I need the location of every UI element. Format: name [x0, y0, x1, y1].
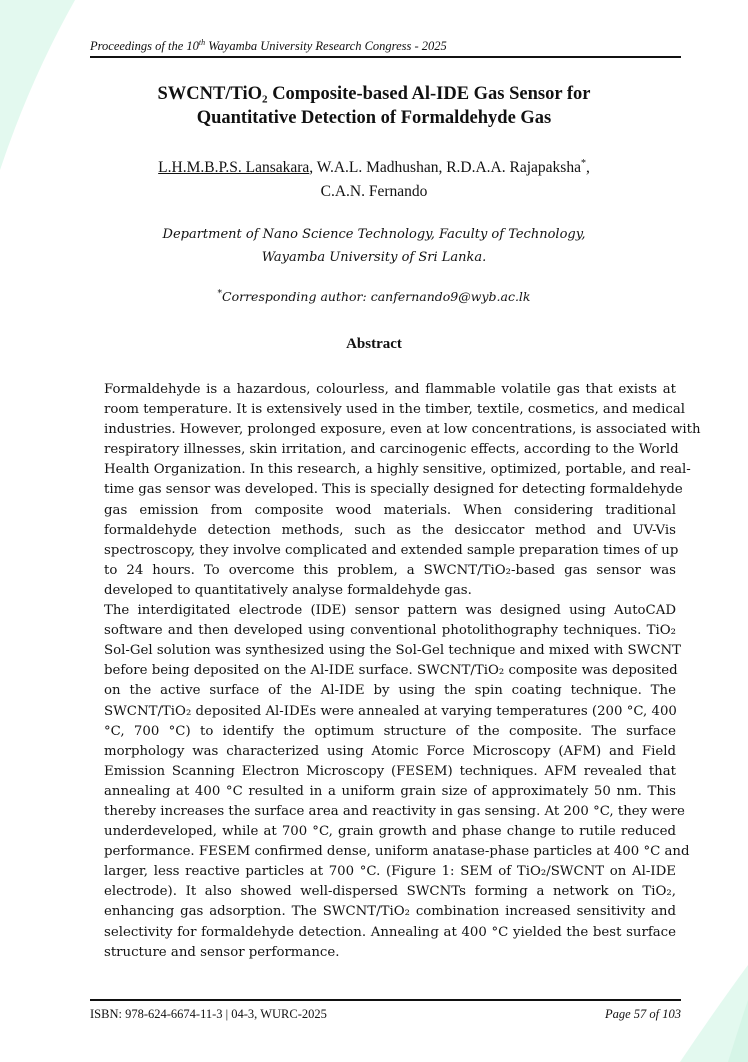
text-line: formaldehyde detection methods, such as the desiccator method and UV-Vis	[104, 522, 676, 538]
text-line: underdeveloped, while at 700 °C, grain growth and phase change to rutile reduced	[104, 824, 676, 840]
header-rule	[90, 56, 681, 58]
text-line: gas emission from composite wood materials. When considering traditional	[104, 502, 676, 518]
corresponding-author: *Corresponding author: canfernando9@wyb.ac.lk	[217, 289, 531, 305]
text-line: enhancing gas adsorption. The SWCNT/TiO₂ combination increased sensitivity and	[104, 904, 676, 920]
text-line: before being deposited on the Al-IDE surface. SWCNT/TiO₂ composite was deposited	[104, 663, 678, 679]
text-line: respiratory illnesses, skin irritation, and carcinogenic effects, according to the World	[104, 442, 679, 458]
text-line: performance. FESEM confirmed dense, uniform anatase-phase particles at 400 °C and	[104, 844, 690, 860]
text-line: Emission Scanning Electron Microscopy (FESEM) techniques. AFM revealed that	[104, 763, 676, 779]
text-line: °C, 700 °C) to identify the optimum structure of the composite. The surface	[104, 723, 676, 739]
text-line: to 24 hours. To overcome this problem, a SWCNT/TiO₂-based gas sensor was	[104, 562, 676, 578]
running-header: Proceedings of the 10th Wayamba University Research Congress - 2025	[90, 38, 447, 54]
text-line: Health Organization. In this research, a highly sensitive, optimized, portable, and real-	[104, 462, 691, 478]
text-line: morphology was characterized using Atomic Force Microscopy (AFM) and Field	[104, 743, 676, 759]
abstract-paragraph	[104, 380, 701, 601]
text-line: The interdigitated electrode (IDE) sensor pattern was designed using AutoCAD	[104, 603, 676, 619]
text-line: industries. However, prolonged exposure, even at low concentrations, is associated with	[104, 422, 701, 438]
text-line: electrode). It also showed well-dispersed SWCNTs forming a network on TiO₂,	[104, 884, 676, 900]
text-line: time gas sensor was developed. This is specially designed for detecting formaldehyde	[104, 482, 683, 498]
text-line: room temperature. It is extensively used in the timber, textile, cosmetics, and medical	[104, 402, 686, 418]
text-line: annealing at 400 °C resulted in a uniform grain size of approximately 50 nm. This	[104, 783, 676, 799]
footer-isbn: ISBN: 978-624-6674-11-3 | 04-3, WURC-2025	[90, 1007, 327, 1021]
text-line: structure and sensor performance.	[104, 944, 340, 960]
text-line: developed to quantitatively analyse formaldehyde gas.	[104, 582, 472, 598]
footer-rule	[90, 999, 681, 1001]
abstract-heading: Abstract	[346, 336, 402, 352]
text-line: Sol-Gel solution was synthesized using the Sol-Gel technique and mixed with SWCNT	[104, 643, 681, 659]
author-list: L.H.M.B.P.S. Lansakara, W.A.L. Madhushan, R.D.A.A. Rajapaksha*, C.A.N. Fernando	[158, 158, 590, 201]
page-number: Page 57 of 103	[604, 1007, 681, 1021]
text-line: on the active surface of the Al-IDE by using the spin coating technique. The	[104, 683, 676, 699]
paper-title: SWCNT/TiO₂ Composite-based Al-IDE Gas Sensor for Quantitative Detection of Formaldehyde Gas	[157, 84, 591, 128]
abstract-paragraph	[104, 601, 690, 963]
text-line: thereby increases the surface area and reactivity in gas sensing. At 200 °C, they were	[104, 803, 685, 819]
abstract-body	[104, 380, 701, 963]
text-line: selectivity for formaldehyde detection. Annealing at 400 °C yielded the best surface	[104, 924, 676, 940]
affiliation: Department of Nano Science Technology, Faculty of Technology, Wayamba University of Sri Lanka.	[162, 227, 586, 265]
text-line: software and then developed using conventional photolithography techniques. TiO₂	[104, 623, 676, 639]
text-line: larger, less reactive particles at 700 °C. (Figure 1: SEM of TiO₂/SWCNT on Al-IDE	[104, 864, 676, 880]
text-line: spectroscopy, they involve complicated and extended sample preparation times of up	[104, 542, 679, 558]
text-line: SWCNT/TiO₂ deposited Al-IDEs were annealed at varying temperatures (200 °C, 400	[104, 703, 677, 719]
text-line: Formaldehyde is a hazardous, colourless, and flammable volatile gas that exists at	[104, 382, 676, 397]
